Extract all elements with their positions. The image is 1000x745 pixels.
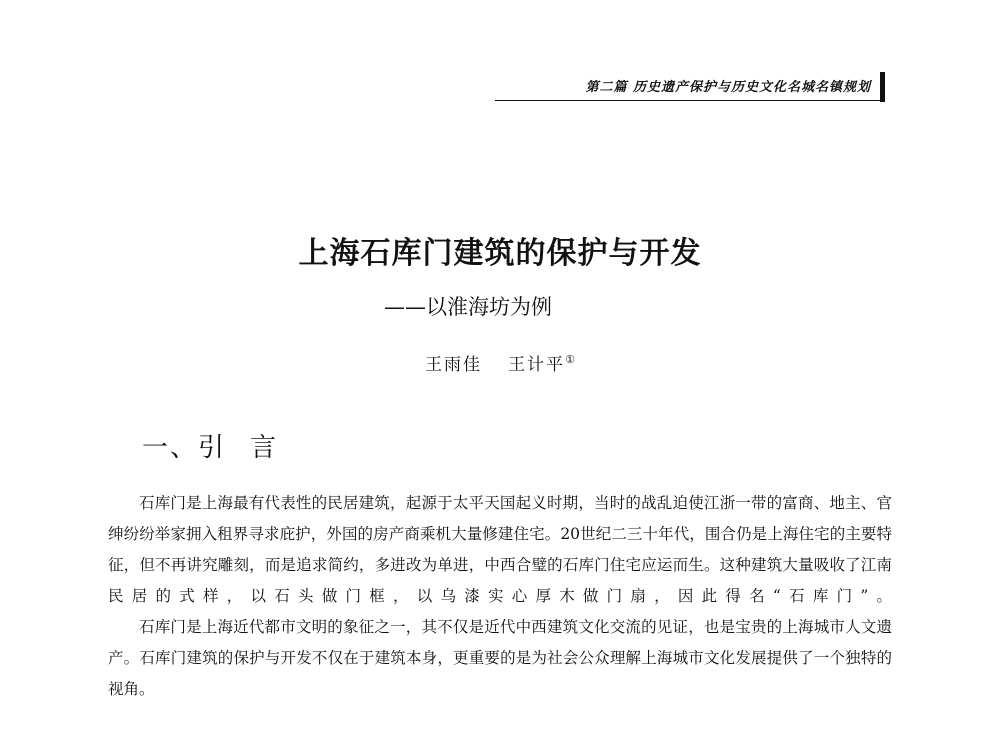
- running-header: [495, 70, 885, 101]
- section-number: 一、: [142, 433, 199, 463]
- section-heading: [142, 427, 278, 464]
- running-header-title: 第二篇 历史遗产保护与历史文化名城名镇规划: [585, 80, 871, 95]
- paragraph-1: 石库门是上海最有代表性的民居建筑，起源于太平天国起义时期，当时的战乱迫使江浙一带的富商、地主、官绅纷纷举家拥入租界寻求庇护，外国的房产商乘机大量修建住宅。20世纪二三十年代，围合仍是上海住宅的主要特征，但不再讲究雕刻，而是追求简约，多进改为单进，中西合璧的石库门住宅应运而生。这种建筑大量吸收了江南民居的式样，以石头做门框，以乌漆实心厚木做门扇，因此得名“石库门”。: [108, 494, 892, 605]
- section-title-part1: 引: [198, 433, 227, 463]
- author-line: [0, 350, 1000, 375]
- running-header-bar: [880, 72, 885, 102]
- author-name-2: 王计平: [508, 355, 566, 375]
- author-name-1: 王雨佳: [425, 355, 483, 375]
- article-subtitle: ——以淮海坊为例: [384, 295, 552, 319]
- body-text: [108, 488, 892, 705]
- article-title: 上海石库门建筑的保护与开发: [298, 236, 702, 271]
- footnote-mark: ①: [565, 353, 575, 366]
- section-title-part2: 言: [250, 433, 279, 463]
- paragraph-2: 石库门是上海近代都市文明的象征之一，其不仅是近代中西建筑文化交流的见证，也是宝贵的上海城市人文遗产。石库门建筑的保护与开发不仅在于建筑本身，更重要的是为社会公众理解上海城市文化发展提供了一个独特的视角。: [108, 618, 892, 698]
